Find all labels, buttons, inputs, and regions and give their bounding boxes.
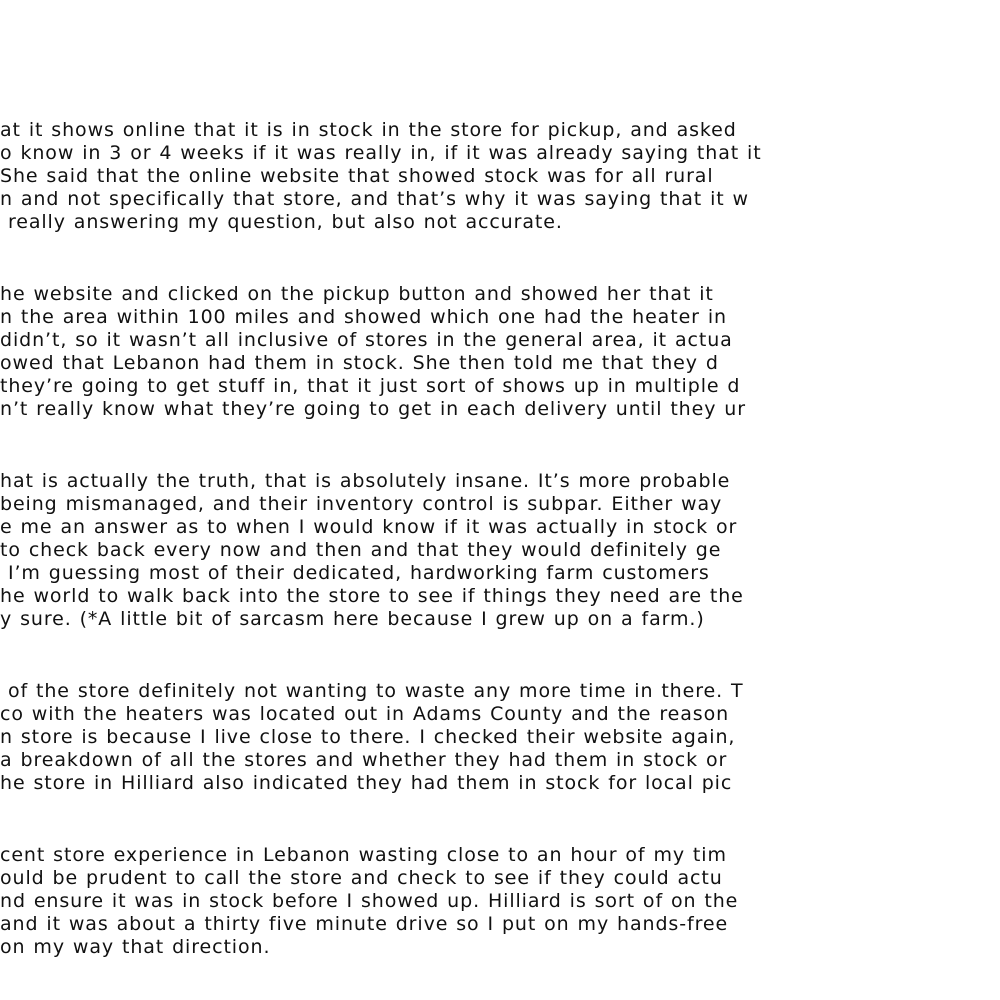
paragraph-2: [0, 283, 1000, 421]
text-line: at it shows online that it is in stock in the store for pickup, and asked: [0, 119, 737, 141]
text-line: nd ensure it was in stock before I showed up. Hilliard is sort of on the: [0, 890, 739, 912]
text-line: they’re going to get stuff in, that it just sort of shows up in multiple d: [0, 375, 741, 397]
text-line: to check back every now and then and that they would definitely ge: [0, 539, 722, 561]
text-line: n’t really know what they’re going to get in each delivery until they ur: [0, 398, 746, 420]
text-line: of the store definitely not wanting to waste any more time in there. T: [0, 680, 744, 702]
paragraph-1: [0, 119, 1000, 234]
text-line: really answering my question, but also not accurate.: [0, 211, 563, 233]
paragraph-4: [0, 680, 1000, 795]
text-line: on my way that direction.: [0, 936, 271, 958]
text-line: he store in Hilliard also indicated they had them in stock for local pic: [0, 772, 733, 794]
text-line: he website and clicked on the pickup button and showed her that it: [0, 283, 714, 305]
text-line: being mismanaged, and their inventory control is subpar. Either way: [0, 493, 723, 515]
paragraph-3: [0, 470, 1000, 631]
text-line: co with the heaters was located out in Adams County and the reason: [0, 703, 730, 725]
text-line: n the area within 100 miles and showed which one had the heater in: [0, 306, 727, 328]
text-line: y sure. (*A little bit of sarcasm here because I grew up on a farm.): [0, 608, 705, 630]
text-line: e me an answer as to when I would know if it was actually in stock or: [0, 516, 738, 538]
text-line: n and not specifically that store, and that’s why it was saying that it w: [0, 188, 749, 210]
text-line: o know in 3 or 4 weeks if it was really in, if it was already saying that it: [0, 142, 762, 164]
paragraph-5: [0, 844, 1000, 959]
text-line: didn’t, so it wasn’t all inclusive of stores in the general area, it actua: [0, 329, 733, 351]
text-line: a breakdown of all the stores and whether they had them in stock or: [0, 749, 728, 771]
text-line: and it was about a thirty five minute drive so I put on my hands-free: [0, 913, 729, 935]
document-text-body: [0, 119, 1000, 1000]
text-line: n store is because I live close to there. I checked their website again,: [0, 726, 736, 748]
text-line: hat is actually the truth, that is absolutely insane. It’s more probable: [0, 470, 731, 492]
text-line: cent store experience in Lebanon wasting close to an hour of my tim: [0, 844, 727, 866]
text-line: owed that Lebanon had them in stock. She then told me that they d: [0, 352, 719, 374]
text-line: She said that the online website that showed stock was for all rural: [0, 165, 714, 187]
text-line: ould be prudent to call the store and check to see if they could actu: [0, 867, 723, 889]
text-line: I’m guessing most of their dedicated, hardworking farm customers: [0, 562, 710, 584]
text-line: he world to walk back into the store to see if things they need are the: [0, 585, 744, 607]
